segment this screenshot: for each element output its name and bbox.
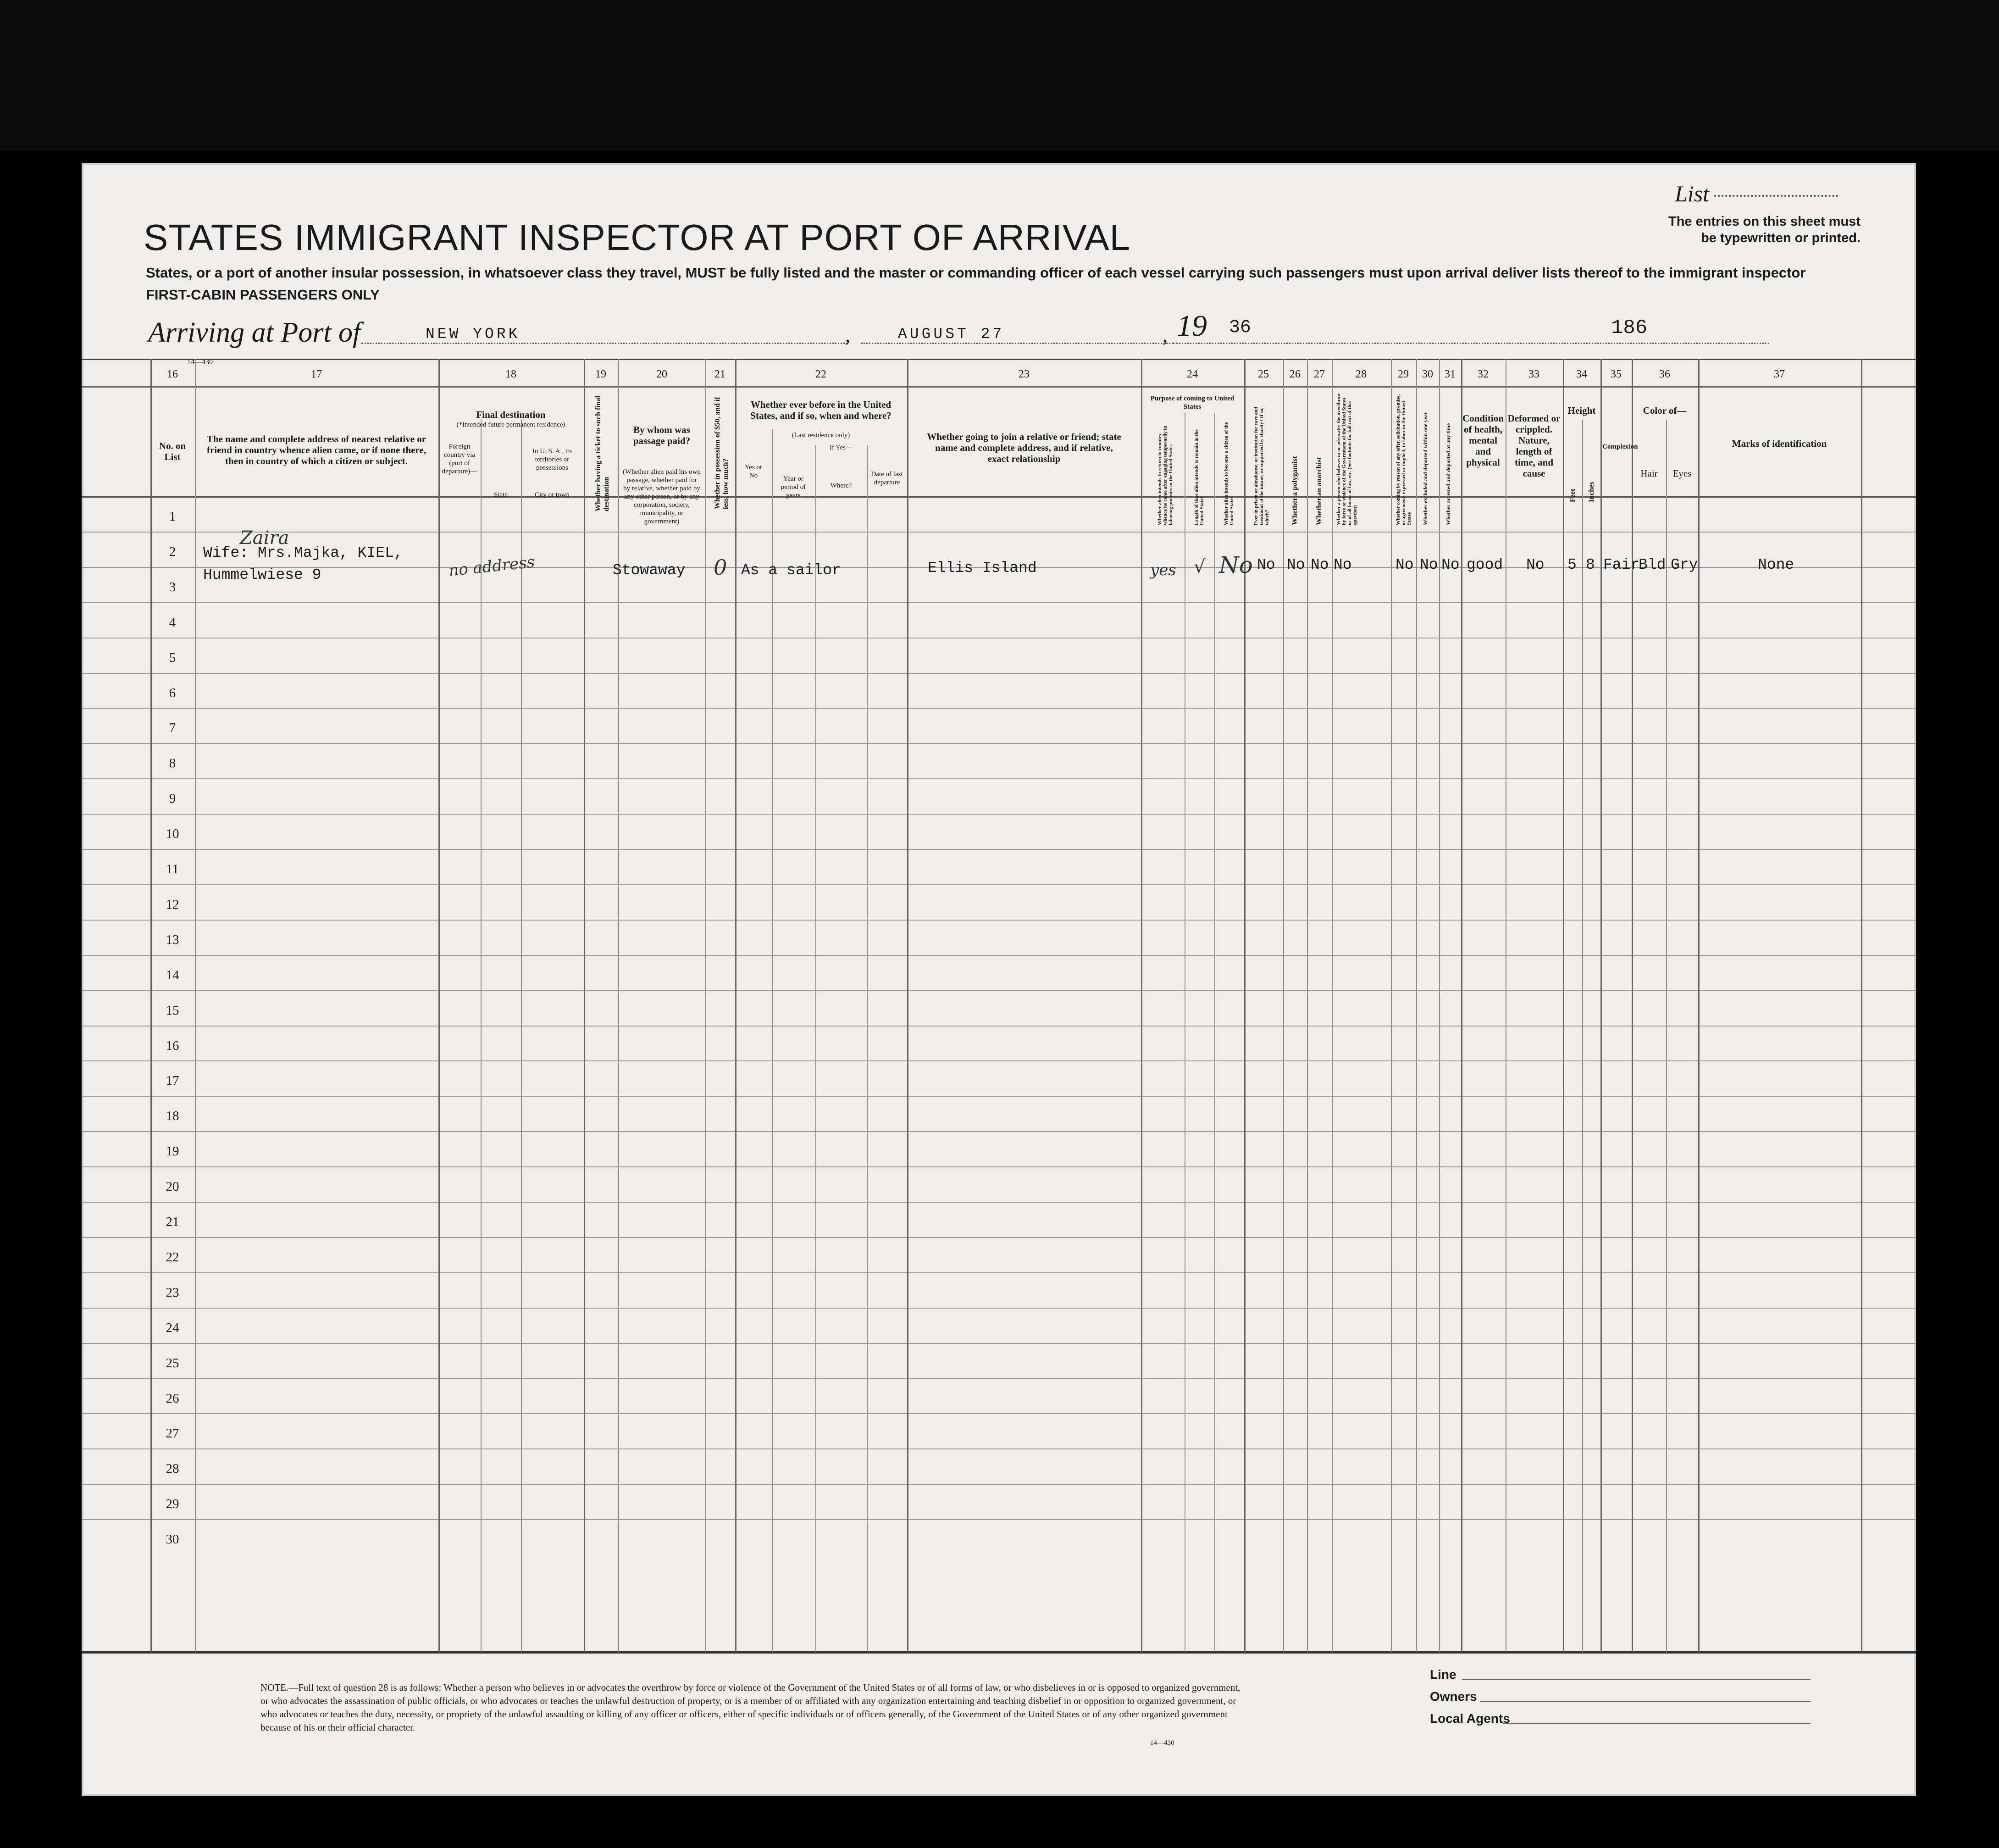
row-number: 17 — [166, 1073, 179, 1088]
col-num-27: 27 — [1314, 368, 1325, 380]
row-rule — [82, 778, 1916, 779]
col-rule — [1141, 359, 1142, 1652]
form-code-top: 14—430 — [187, 358, 213, 366]
col-rule — [1391, 359, 1392, 1652]
manifest-sheet — [82, 163, 1916, 1796]
header-passage: By whom was passage paid? — [633, 424, 691, 446]
header-ticket: Whether having a ticket to such final destination — [594, 395, 610, 511]
row-rule — [82, 1448, 1916, 1449]
col-num-36: 36 — [1659, 368, 1670, 380]
col-num-33: 33 — [1528, 368, 1539, 380]
header-final-destination: Final destination — [476, 409, 546, 420]
year-line — [1173, 343, 1769, 344]
header-foreign-country: Foreign country via (port of departure)— — [442, 443, 477, 475]
col-rule — [815, 445, 816, 1652]
row-number: 12 — [166, 897, 179, 912]
inches-value: 8 — [1586, 556, 1595, 573]
header-overthrow: Whether a person who believes in or advocates the overthrow by force or violence of the Government of the United States or of all forms of law, etc. (See footnote for full text of this question) — [1336, 393, 1358, 525]
header-color: Color of— — [1643, 405, 1687, 416]
row-number: 24 — [166, 1320, 179, 1335]
col-num-25: 25 — [1258, 368, 1269, 380]
row-number: 11 — [166, 862, 179, 877]
port-value: NEW YORK — [426, 326, 521, 343]
row-rule — [82, 849, 1916, 850]
c28-value: No — [1334, 556, 1352, 573]
row-number: 9 — [169, 791, 176, 806]
row-rule — [82, 1131, 1916, 1132]
header-hair: Hair — [1640, 468, 1658, 479]
header-bottom-rule — [82, 496, 1916, 498]
year-prefix: 19 — [1177, 309, 1207, 343]
col-rule — [1461, 359, 1462, 1652]
page-title: STATES IMMIGRANT INSPECTOR AT PORT OF ARRIVAL — [144, 217, 1131, 258]
year-suffix: 36 — [1229, 317, 1251, 338]
col-rule — [735, 359, 736, 1652]
header-ever-before: Whether ever before in the United States, and if so, when and where? — [750, 399, 892, 421]
col-num-37: 37 — [1774, 368, 1785, 380]
header-period: Year or period of years — [781, 475, 806, 499]
agents-signature-line — [1503, 1723, 1811, 1724]
row-number: 15 — [166, 1003, 179, 1018]
row-rule — [82, 1343, 1916, 1344]
col-rule — [1416, 359, 1417, 1652]
footnote-question-28: NOTE.—Full text of question 28 is as follows: Whether a person who believes in or advocates the overthrow by force or violence of the Government of the United States or of all forms of law, or who disbelieves in or is opposed to organized government, or who advocates the assassination of public officials, or who advocates or teaches the unlawful destruction of property, or is a member of or affiliated with any organization entertaining and teaching disbelief in or opposition to organized government, or who advocates or teaches the duty, necessity, or propriety of the unlawful assaulting or killing of any officer or officers, either of specific individuals or of officers generally, of the Government of the United States or of any other organized government because of his or their official character. — [260, 1682, 1240, 1733]
row-rule — [82, 1308, 1916, 1309]
col-num-22: 22 — [815, 368, 826, 380]
header-purpose-citizen: Whether alien intends to become a citizen of the United States — [1224, 422, 1235, 525]
c30-value: No — [1420, 556, 1438, 573]
header-purpose-length: Length of time alien intends to remain in the United States — [1194, 429, 1205, 525]
row-rule — [82, 1096, 1916, 1097]
row-number: 22 — [166, 1249, 179, 1265]
col-rule — [195, 359, 196, 1652]
row-rule — [82, 920, 1916, 921]
row-rule — [82, 990, 1916, 991]
col-num-21: 21 — [714, 368, 725, 380]
header-yes-no: Yes or No — [744, 464, 763, 479]
money-value: 0 — [714, 555, 727, 580]
c31-value: No — [1441, 556, 1460, 573]
col-rule — [1861, 359, 1862, 1652]
row-number: 25 — [166, 1355, 179, 1371]
col-num-19: 19 — [595, 368, 606, 380]
col-rule — [1666, 420, 1667, 1652]
header-purpose-return: Whether alien intends to return to country whence he came after engaging temporarily in laboring pursuits in the United States — [1157, 426, 1174, 525]
subtitle: States, or a port of another insular possession, in whatsoever class they travel, MUST be fully listed and the master or commanding officer of each vessel carrying such passengers must upon arrival deliver lists thereof to the immigrant inspector — [146, 265, 1806, 281]
col-rule — [705, 359, 706, 1652]
row-number: 26 — [166, 1391, 179, 1406]
line-label: Line — [1430, 1667, 1456, 1682]
table-bottom-rule — [82, 1651, 1916, 1654]
header-relative: The name and complete address of nearest relative or friend in country whence alien came, or if none there, then in country of which a citizen or subject. — [206, 433, 426, 466]
header-departure: Date of last departure — [871, 471, 903, 486]
row-number: 30 — [166, 1532, 179, 1547]
header-height: Height — [1567, 405, 1596, 416]
col-rule — [150, 359, 152, 1652]
feet-value: 5 — [1567, 556, 1577, 573]
col-num-29: 29 — [1398, 368, 1409, 380]
col-rule — [1307, 359, 1308, 1652]
col-rule — [438, 359, 440, 1652]
purpose-return-value: yes — [1150, 561, 1176, 579]
col-num-28: 28 — [1356, 368, 1367, 380]
complexion-value: Fair — [1603, 556, 1640, 573]
col-rule — [1632, 359, 1633, 1652]
col-num-34: 34 — [1576, 368, 1587, 380]
ever-before-value: As a sailor — [741, 562, 841, 579]
row-number: 20 — [166, 1179, 179, 1194]
row-number: 18 — [166, 1109, 179, 1124]
col-num-16: 16 — [167, 368, 178, 380]
col-rule — [1582, 420, 1583, 1652]
header-no-on-list: No. on List — [159, 440, 186, 462]
row-number: 27 — [166, 1426, 179, 1441]
header-complexion: Complexion — [1602, 443, 1638, 450]
arriving-label: Arriving at Port of — [148, 317, 361, 348]
owners-signature-line — [1480, 1701, 1811, 1702]
row-number: 23 — [166, 1285, 179, 1300]
passage-value: Stowaway — [613, 562, 686, 579]
header-joining: Whether going to join a relative or friend; state name and complete address, and if relative, exact relationship — [927, 431, 1121, 464]
class-label: FIRST-CABIN PASSENGERS ONLY — [146, 287, 380, 303]
row-rule — [82, 1202, 1916, 1203]
row-rule — [82, 814, 1916, 815]
row-rule — [82, 708, 1916, 709]
header-arrested: Whether arrested and deported at any time — [1445, 423, 1451, 525]
list-label: List — [1675, 181, 1710, 206]
row-number: 10 — [166, 827, 179, 842]
row-number: 29 — [166, 1497, 179, 1512]
relative-line-1: Wife: Mrs.Majka, KIEL, — [203, 544, 403, 561]
row-number: 14 — [166, 967, 179, 982]
list-line — [1714, 195, 1838, 197]
row-number: 2 — [169, 544, 176, 559]
header-passage-note: (Whether alien paid his own passage, whether paid for by relative, whether paid by any other person, or by any corporation, society, municipality, or government) — [623, 468, 701, 525]
row-rule — [82, 1378, 1916, 1379]
col-rule — [907, 359, 908, 1652]
sheet-number: 186 — [1611, 316, 1648, 339]
header-marks: Marks of identification — [1732, 438, 1827, 449]
header-deformed: Deformed or crippled. Nature, length of time, and cause — [1507, 413, 1561, 479]
form-code-bottom: 14—430 — [1150, 1739, 1174, 1747]
col-num-20: 20 — [656, 368, 667, 380]
row-number: 28 — [166, 1461, 179, 1476]
row-rule — [82, 743, 1916, 744]
relative-line-2: Hummelwiese 9 — [203, 566, 321, 583]
row-rule — [82, 1060, 1916, 1061]
row-rule — [82, 602, 1916, 603]
header-where: Where? — [830, 482, 852, 489]
header-if-yes: If Yes— — [829, 444, 853, 451]
table-top-rule — [82, 359, 1916, 360]
header-money: Whether in possession of $50, and if less, how much? — [714, 397, 730, 509]
col-num-24: 24 — [1187, 368, 1198, 380]
purpose-citizen-value: No — [1219, 552, 1253, 578]
row-number: 7 — [169, 721, 176, 736]
row-number: 6 — [169, 685, 176, 700]
col-rule — [772, 429, 773, 1652]
col-rule — [584, 359, 585, 1652]
header-labor-offer: Whether coming by reason of any offer, solicitation, promise, or agreement, expressed or implied, to labor in the United States — [1395, 394, 1412, 525]
row-rule — [82, 1166, 1916, 1167]
header-excluded: Whether excluded and deported within one year — [1422, 411, 1429, 525]
scan-background — [0, 0, 1999, 151]
row-rule — [82, 884, 1916, 885]
header-prison: Ever in prison or almshouse, or institution for care and treatment of the insane, or supported by charity? If so, which? — [1253, 406, 1270, 525]
col-rule — [1332, 359, 1333, 1652]
relative-annotation: Zaira — [240, 527, 289, 549]
row-rule — [82, 1413, 1916, 1414]
colnum-rule — [82, 386, 1916, 388]
header-city: City or town — [535, 491, 570, 499]
row-rule — [82, 1519, 1916, 1520]
eyes-value: Gry — [1671, 556, 1698, 573]
col-num-18: 18 — [505, 368, 516, 380]
header-anarchist: Whether an anarchist — [1315, 457, 1323, 525]
row-rule — [82, 1026, 1916, 1027]
col-rule — [1563, 359, 1564, 1652]
deformed-value: No — [1526, 556, 1545, 573]
row-rule — [82, 532, 1916, 533]
entries-note — [1668, 213, 1861, 246]
header-purpose: Purpose of coming to United States — [1150, 395, 1235, 411]
col-rule — [1600, 359, 1602, 1652]
col-rule — [481, 420, 482, 1652]
row-rule — [82, 955, 1916, 956]
col-rule — [521, 420, 522, 1652]
destination-value: no address — [448, 553, 536, 580]
comma: , — [845, 324, 850, 346]
col-num-35: 35 — [1611, 368, 1622, 380]
header-feet: Feet — [1569, 488, 1577, 502]
header-state: State — [494, 491, 508, 499]
owners-label: Owners — [1430, 1689, 1477, 1704]
c29-value: No — [1395, 556, 1414, 573]
row-rule — [82, 1484, 1916, 1485]
col-num-32: 32 — [1478, 368, 1489, 380]
line-signature-line — [1462, 1679, 1811, 1680]
purpose-length-value: √ — [1194, 556, 1206, 577]
col-rule — [867, 445, 868, 1652]
row-number: 21 — [166, 1215, 179, 1229]
header-inches: Inches — [1588, 482, 1595, 502]
col-rule — [1214, 413, 1215, 1652]
col-num-26: 26 — [1290, 368, 1301, 380]
row-number: 13 — [166, 932, 179, 947]
entries-note-2: be typewritten or printed. — [1700, 231, 1861, 245]
header-polygamist: Whether a polygamist — [1291, 456, 1299, 525]
row-rule — [82, 1272, 1916, 1273]
col-rule — [1698, 359, 1700, 1652]
col-num-31: 31 — [1445, 368, 1456, 380]
row-number: 16 — [166, 1038, 179, 1053]
col-num-23: 23 — [1019, 368, 1030, 380]
row-number: 3 — [169, 579, 176, 594]
row-number: 1 — [169, 509, 176, 524]
date-line — [861, 343, 1173, 344]
row-number: 4 — [169, 615, 176, 630]
health-value: good — [1467, 556, 1503, 573]
marks-value: None — [1758, 556, 1794, 573]
row-number: 8 — [169, 756, 176, 771]
col-rule — [618, 359, 619, 1652]
c25-value: No — [1257, 556, 1275, 573]
local-agents-label: Local Agents — [1430, 1711, 1510, 1726]
date-value: AUGUST 27 — [898, 326, 1005, 343]
comma: , — [1163, 324, 1168, 346]
row-number: 19 — [166, 1144, 179, 1159]
header-usa: In U. S. A., its territories or possessions — [532, 448, 572, 472]
c27-value: No — [1311, 556, 1329, 573]
port-line — [361, 343, 847, 344]
row-rule — [82, 1237, 1916, 1238]
joining-value: Ellis Island — [928, 560, 1037, 577]
header-ever-before-note: (Last residence only) — [792, 432, 850, 439]
entries-note-1: The entries on this sheet must — [1668, 214, 1861, 229]
col-num-30: 30 — [1422, 368, 1433, 380]
col-rule — [1283, 359, 1284, 1652]
col-rule — [1439, 359, 1440, 1652]
row-number: 5 — [169, 650, 176, 665]
c26-value: No — [1287, 556, 1305, 573]
row-rule — [82, 673, 1916, 674]
col-num-17: 17 — [311, 368, 322, 380]
hair-value: Bld — [1639, 556, 1666, 573]
header-final-destination-note: (*Intended future permanent residence) — [456, 421, 565, 428]
header-health: Condition of health, mental and physical — [1462, 413, 1504, 468]
header-eyes: Eyes — [1672, 468, 1692, 479]
